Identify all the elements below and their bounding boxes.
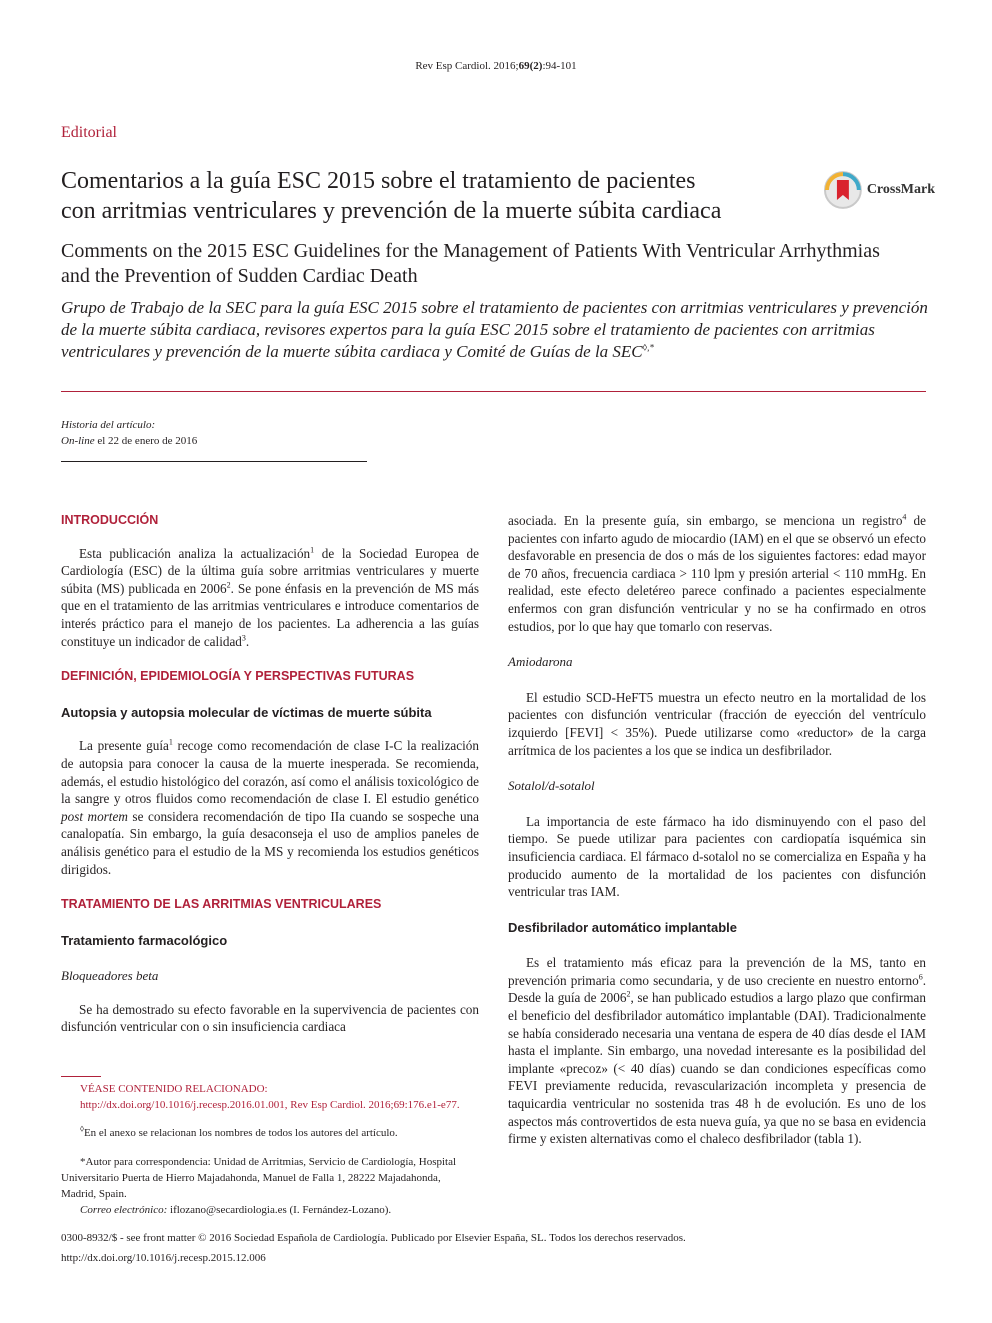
journal-citation <box>0 60 992 72</box>
paragraph-intro: Esta publicación analiza la actualización$^1$ de la Sociedad Europea de Cardiología (ESC) de la última guía sobre arritmias ventriculares y muerte súbita (MS) publicada en 2006$^2$. Se pone énfasis en la prevención de MS más que en el tratamiento de las arritmias ventriculares e introduce comentarios de interés práctico para el manejo de los pacientes. La adherencia a las guías constituye un indicador de calidad$^3$. <box>61 545 479 649</box>
left-column <box>61 512 479 1036</box>
paragraph-sotalol: La importancia de este fármaco ha ido disminuyendo con el paso del tiempo. Se puede utilizar para pacientes con cardiopatía isquémica sin insuficiencia cardiaca. El fármaco d-sotalol no se comercializa en España y ha producido aumento de la mortalidad de los pacientes con disfunción ventricular tras IAM. <box>508 813 926 900</box>
title-spanish-line-1: Comentarios a la guía ESC 2015 sobre el tratamiento de pacientes <box>61 168 696 194</box>
doi-link[interactable]: http://dx.doi.org/10.1016/j.recesp.2015.12.006 <box>61 1252 266 1264</box>
footnote-divider <box>61 1076 101 1077</box>
paragraph-continuation: asociada. En la presente guía, sin embargo, se menciona un registro$^4$ de pacientes con infarto agudo de miocardio (IAM) en el que se observó un efecto desfavorable en presencia de dos o más de los siguientes factores: edad mayor de 70 años, frecuencia cardiaca > 110 lpm y presión arterial < 110 mmHg. En realidad, este efecto deletéreo parece confinado a pacientes especialmente enfermos con gran disfunción ventricular y no se ha confirmado en otros estudios, por lo que hay que tomarlo con reservas. <box>508 512 926 634</box>
history-label: Historia del artículo: <box>61 419 156 431</box>
title-english <box>61 239 931 289</box>
subheading-bloqueadores-beta: Bloqueadores beta <box>61 968 159 984</box>
crossmark-badge[interactable] <box>823 168 935 212</box>
subheading-farmacologico: Tratamiento farmacológico <box>61 932 228 948</box>
crossmark-label: CrossMark <box>866 182 935 197</box>
related-content <box>80 1081 480 1113</box>
subheading-amiodarona: Amiodarona <box>508 654 573 670</box>
correspondence-address: *Autor para correspondencia: Unidad de Arritmias, Servicio de Cardiología, Hospital Universitario Puerta de Hierro Majadahonda, Manuel de Falla 1, 28222 Majadahonda, Madrid, Spain. <box>61 1156 457 1200</box>
authors-text: Grupo de Trabajo de la SEC para la guía ESC 2015 sobre el tratamiento de pacientes con arritmias ventriculares y prevención de la muerte súbita cardiaca, revisores expertos para la guía ESC 2015 sobre el tratamiento de pacientes con arritmias ventriculares y prevención de la muerte súbita cardiaca y Comité de Guías de la SEC <box>61 298 928 361</box>
author-marks: ◊,* <box>642 342 654 353</box>
article-history <box>61 417 197 449</box>
page-footer <box>61 1230 931 1266</box>
correspondence-email: Correo electrónico: iflozano@secardiologia.es (I. Fernández-Lozano). <box>80 1204 392 1216</box>
heading-tratamiento: TRATAMIENTO DE LAS ARRITMIAS VENTRICULARES <box>61 897 382 912</box>
right-column <box>508 512 926 1148</box>
article-type-label: Editorial <box>61 124 117 141</box>
copyright-line: 0300-8932/$ - see front matter © 2016 Sociedad Española de Cardiología. Publicado por Elsevier España, SL. Todos los derechos reservados. <box>61 1232 686 1244</box>
citation-pages: :94-101 <box>542 60 577 72</box>
subheading-autopsia: Autopsia y autopsia molecular de víctimas de muerte súbita <box>61 704 432 720</box>
annex-footnote: ◊En el anexo se relacionan los nombres de todos los autores del artículo. <box>80 1124 398 1139</box>
related-content-label: VÉASE CONTENIDO RELACIONADO: <box>80 1083 268 1095</box>
header-divider <box>61 391 926 392</box>
online-date: el 22 de enero de 2016 <box>94 435 198 447</box>
paragraph-amiodarona: El estudio SCD-HeFT5 muestra un efecto neutro en la mortalidad de los pacientes con disfunción ventricular (fracción de eyección del ventrículo izquierdo [FEVI] < 35%). Puede utilizarse como «reductor» de la carga arrítmica de los pacientes a los que se indica un desfibrilador. <box>508 689 926 758</box>
citation-journal: Rev Esp Cardiol. 2016; <box>415 60 519 72</box>
title-spanish-line-2: con arritmias ventriculares y prevención de la muerte súbita cardiaca <box>61 198 722 224</box>
history-divider <box>61 461 367 462</box>
related-content-link[interactable]: http://dx.doi.org/10.1016/j.recesp.2016.01.001, Rev Esp Cardiol. 2016;69:176.e1-e77. <box>80 1099 460 1111</box>
correspondence-footnote <box>61 1154 461 1218</box>
title-english-line-2: and the Prevention of Sudden Cardiac Death <box>61 265 418 287</box>
heading-introduccion: INTRODUCCIÓN <box>61 513 159 527</box>
paragraph-desfibrilador: Es el tratamiento más eficaz para la prevención de la MS, tanto en prevención primaria como secundaria, y de uso creciente en nuestro entorno$^6$. Desde la guía de 2006$^2$, se han publicado estudios a largo plazo que confirman el beneficio del desfibrilador automático implantable (DAI). Tradicionalmente se había considerado necesaria una ventana de espera de 40 días desde el IAM hasta el implante. Sin embargo, una novedad interesante es la posibilidad del implante «precoz» (< 40 días) cuando se dan condiciones específicas como FEVI previamente reducida, revascularización incompleta y presencia de taquicardia ventricular no sostenida tras 48 h de evolución. Es uno de los aspectos más controvertidos de esta nueva guía, ya que no se basa en evidencia firme y existen alternativas como el chaleco desfibrilador (tabla 1). <box>508 955 927 1147</box>
crossmark-icon <box>823 170 863 210</box>
title-spanish <box>61 166 801 226</box>
subheading-sotalol: Sotalol/d-sotalol <box>508 778 595 794</box>
citation-volume: 69 <box>518 60 530 72</box>
online-label: On-line <box>61 435 95 447</box>
author-group <box>61 297 931 363</box>
subheading-desfibrilador: Desfibrilador automático implantable <box>508 919 737 935</box>
paragraph-beta: Se ha demostrado su efecto favorable en la supervivencia de pacientes con disfunción ventricular con o sin insuficiencia cardiaca <box>61 1001 479 1035</box>
paragraph-autopsy: La presente guía$^1$ recoge como recomendación de clase I-C la realización de autopsia para conocer la causa de la muerte inesperada. Se recomienda, además, el estudio histológico del corazón, así como el análisis toxicológico de la sangre y otros fluidos como recomendación de clase I. El estudio genético post mortem se considera recomendación de tipo IIa cuando se sospeche una canalopatía. Sin embargo, la guía desaconseja el uso de amplios paneles de análisis genético para el estudio de la MS y recomienda los estudios genéticos dirigidos. <box>61 737 479 877</box>
heading-definicion: DEFINICIÓN, EPIDEMIOLOGÍA Y PERSPECTIVAS FUTURAS <box>61 669 415 684</box>
citation-issue: (2) <box>529 60 543 72</box>
title-english-line-1: Comments on the 2015 ESC Guidelines for the Management of Patients With Ventricular Arrhythmias <box>61 240 880 262</box>
